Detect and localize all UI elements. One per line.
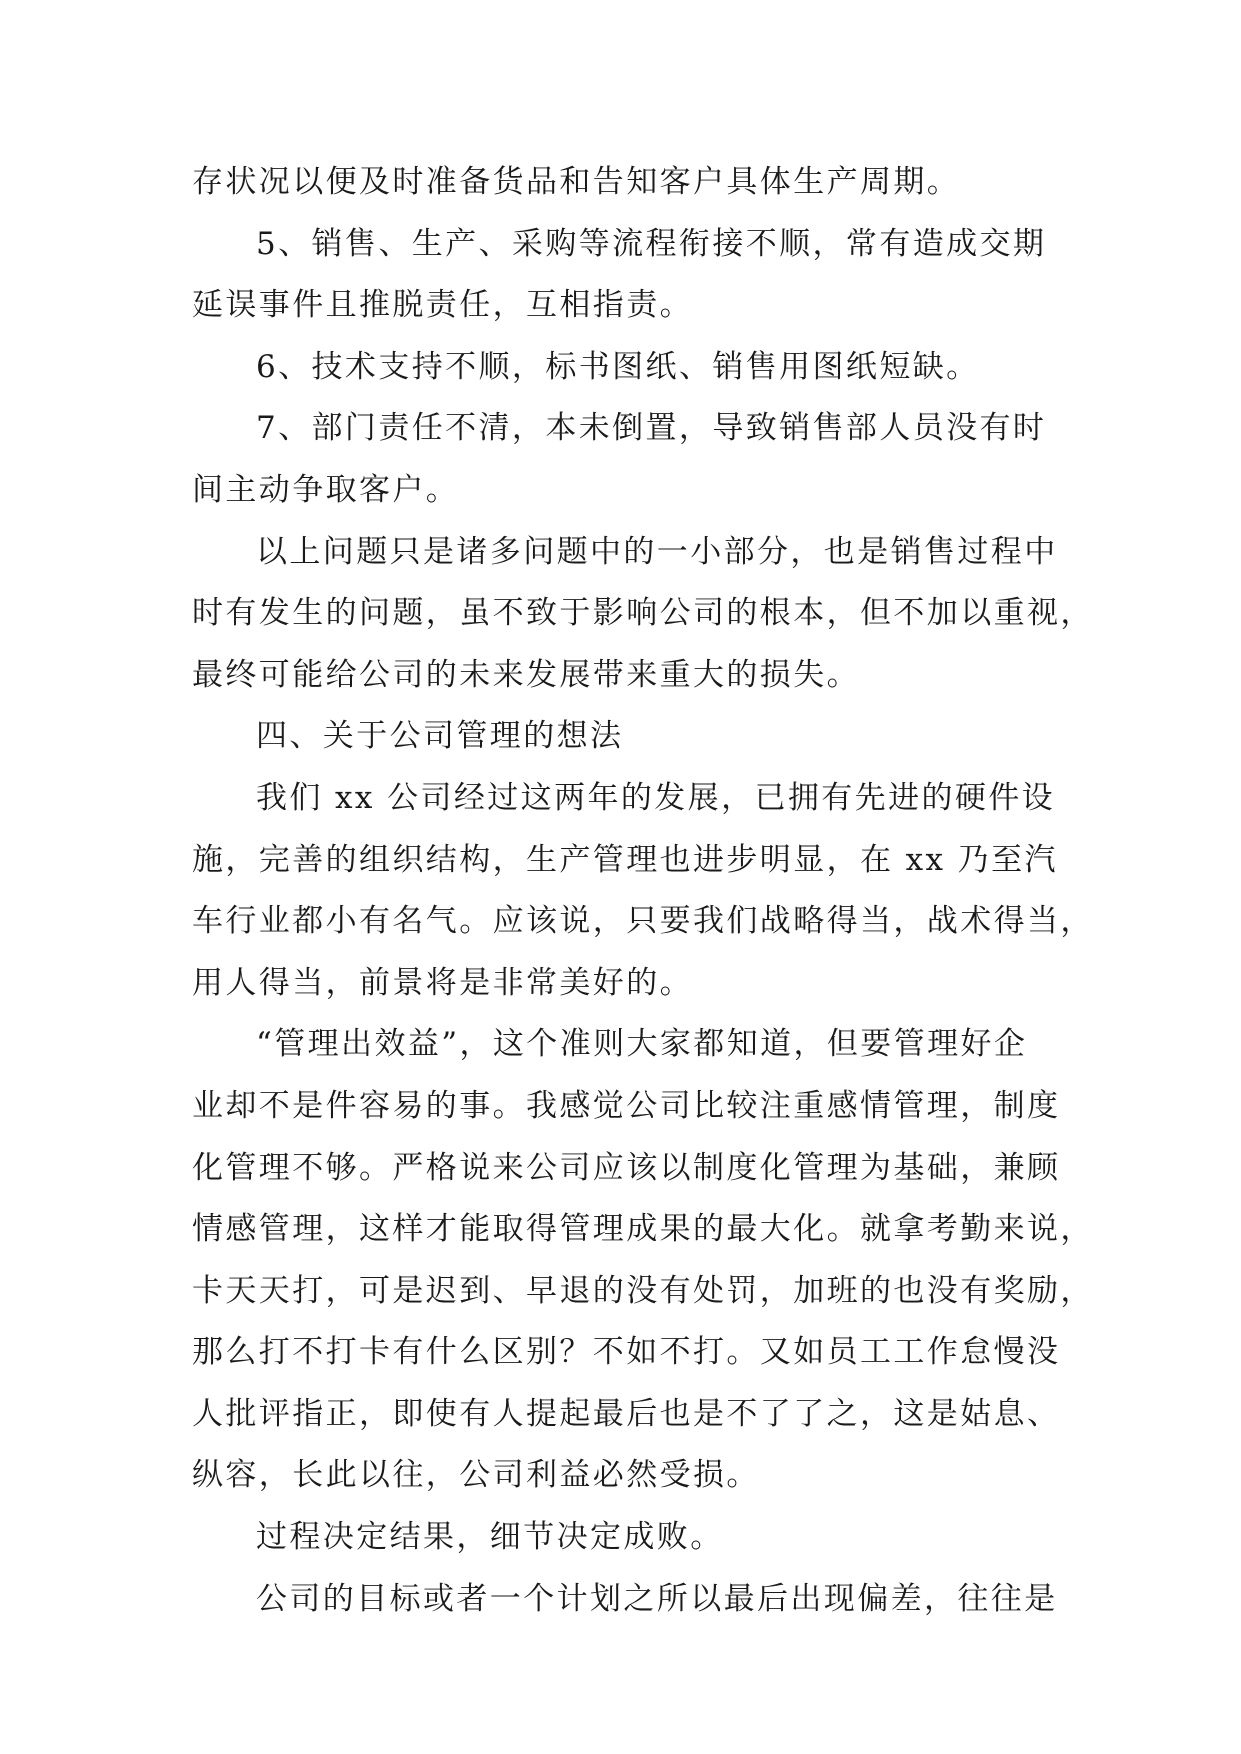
paragraph-management-line-2: 业却不是件容易的事。我感觉公司比较注重感情管理，制度	[192, 1087, 1061, 1124]
document-body	[192, 152, 1094, 1630]
paragraph-company-line-1: 我们 xx 公司经过这两年的发展，已拥有先进的硬件设	[256, 779, 1056, 816]
paragraph-management-line-1: “管理出效益”，这个准则大家都知道，但要管理好企	[256, 1026, 1028, 1063]
paragraph-company-line-4: 用人得当，前景将是非常美好的。	[192, 964, 693, 1001]
section-heading: 四、关于公司管理的想法	[256, 718, 624, 755]
paragraph-management-line-3: 化管理不够。严格说来公司应该以制度化管理为基础，兼顾	[192, 1149, 1061, 1186]
text-line: 存状况以便及时准备货品和告知客户具体生产周期。	[192, 164, 961, 200]
paragraph-process: 过程决定结果，细节决定成败。	[256, 1519, 724, 1556]
paragraph-management-line-5: 卡天天打，可是迟到、早退的没有处罚，加班的也没有奖励，	[192, 1272, 1094, 1309]
list-item-5-line-2: 延误事件且推脱责任，互相指责。	[192, 287, 693, 324]
list-item-7-line-2: 间主动争取客户。	[192, 471, 460, 508]
paragraph-summary-line-2: 时有发生的问题，虽不致于影响公司的根本，但不加以重视，	[192, 595, 1094, 632]
paragraph-goal-line-1: 公司的目标或者一个计划之所以最后出现偏差，往往是	[256, 1580, 1058, 1617]
paragraph-company-line-2: 施，完善的组织结构，生产管理也进步明显，在 xx 乃至汽	[192, 841, 1058, 878]
paragraph-summary-line-3: 最终可能给公司的未来发展带来重大的损失。	[192, 656, 860, 693]
list-item-7-line-1: 7、部门责任不清，本未倒置，导致销售部人员没有时	[256, 410, 1047, 447]
paragraph-management-line-4: 情感管理，这样才能取得管理成果的最大化。就拿考勤来说，	[192, 1211, 1094, 1248]
paragraph-management-line-7: 人批评指正，即使有人提起最后也是不了了之，这是姑息、	[192, 1395, 1061, 1432]
list-item-6: 6、技术支持不顺，标书图纸、销售用图纸短缺。	[256, 348, 980, 385]
paragraph-company-line-3: 车行业都小有名气。应该说，只要我们战略得当，战术得当，	[192, 903, 1094, 940]
paragraph-summary-line-1: 以上问题只是诸多问题中的一小部分，也是销售过程中	[256, 533, 1058, 570]
list-item-5-line-1: 5、销售、生产、采购等流程衔接不顺，常有造成交期	[256, 225, 1047, 262]
paragraph-management-line-6: 那么打不打卡有什么区别？不如不打。又如员工工作怠慢没	[192, 1334, 1061, 1371]
paragraph-management-line-8: 纵容，长此以往，公司利益必然受损。	[192, 1457, 760, 1494]
